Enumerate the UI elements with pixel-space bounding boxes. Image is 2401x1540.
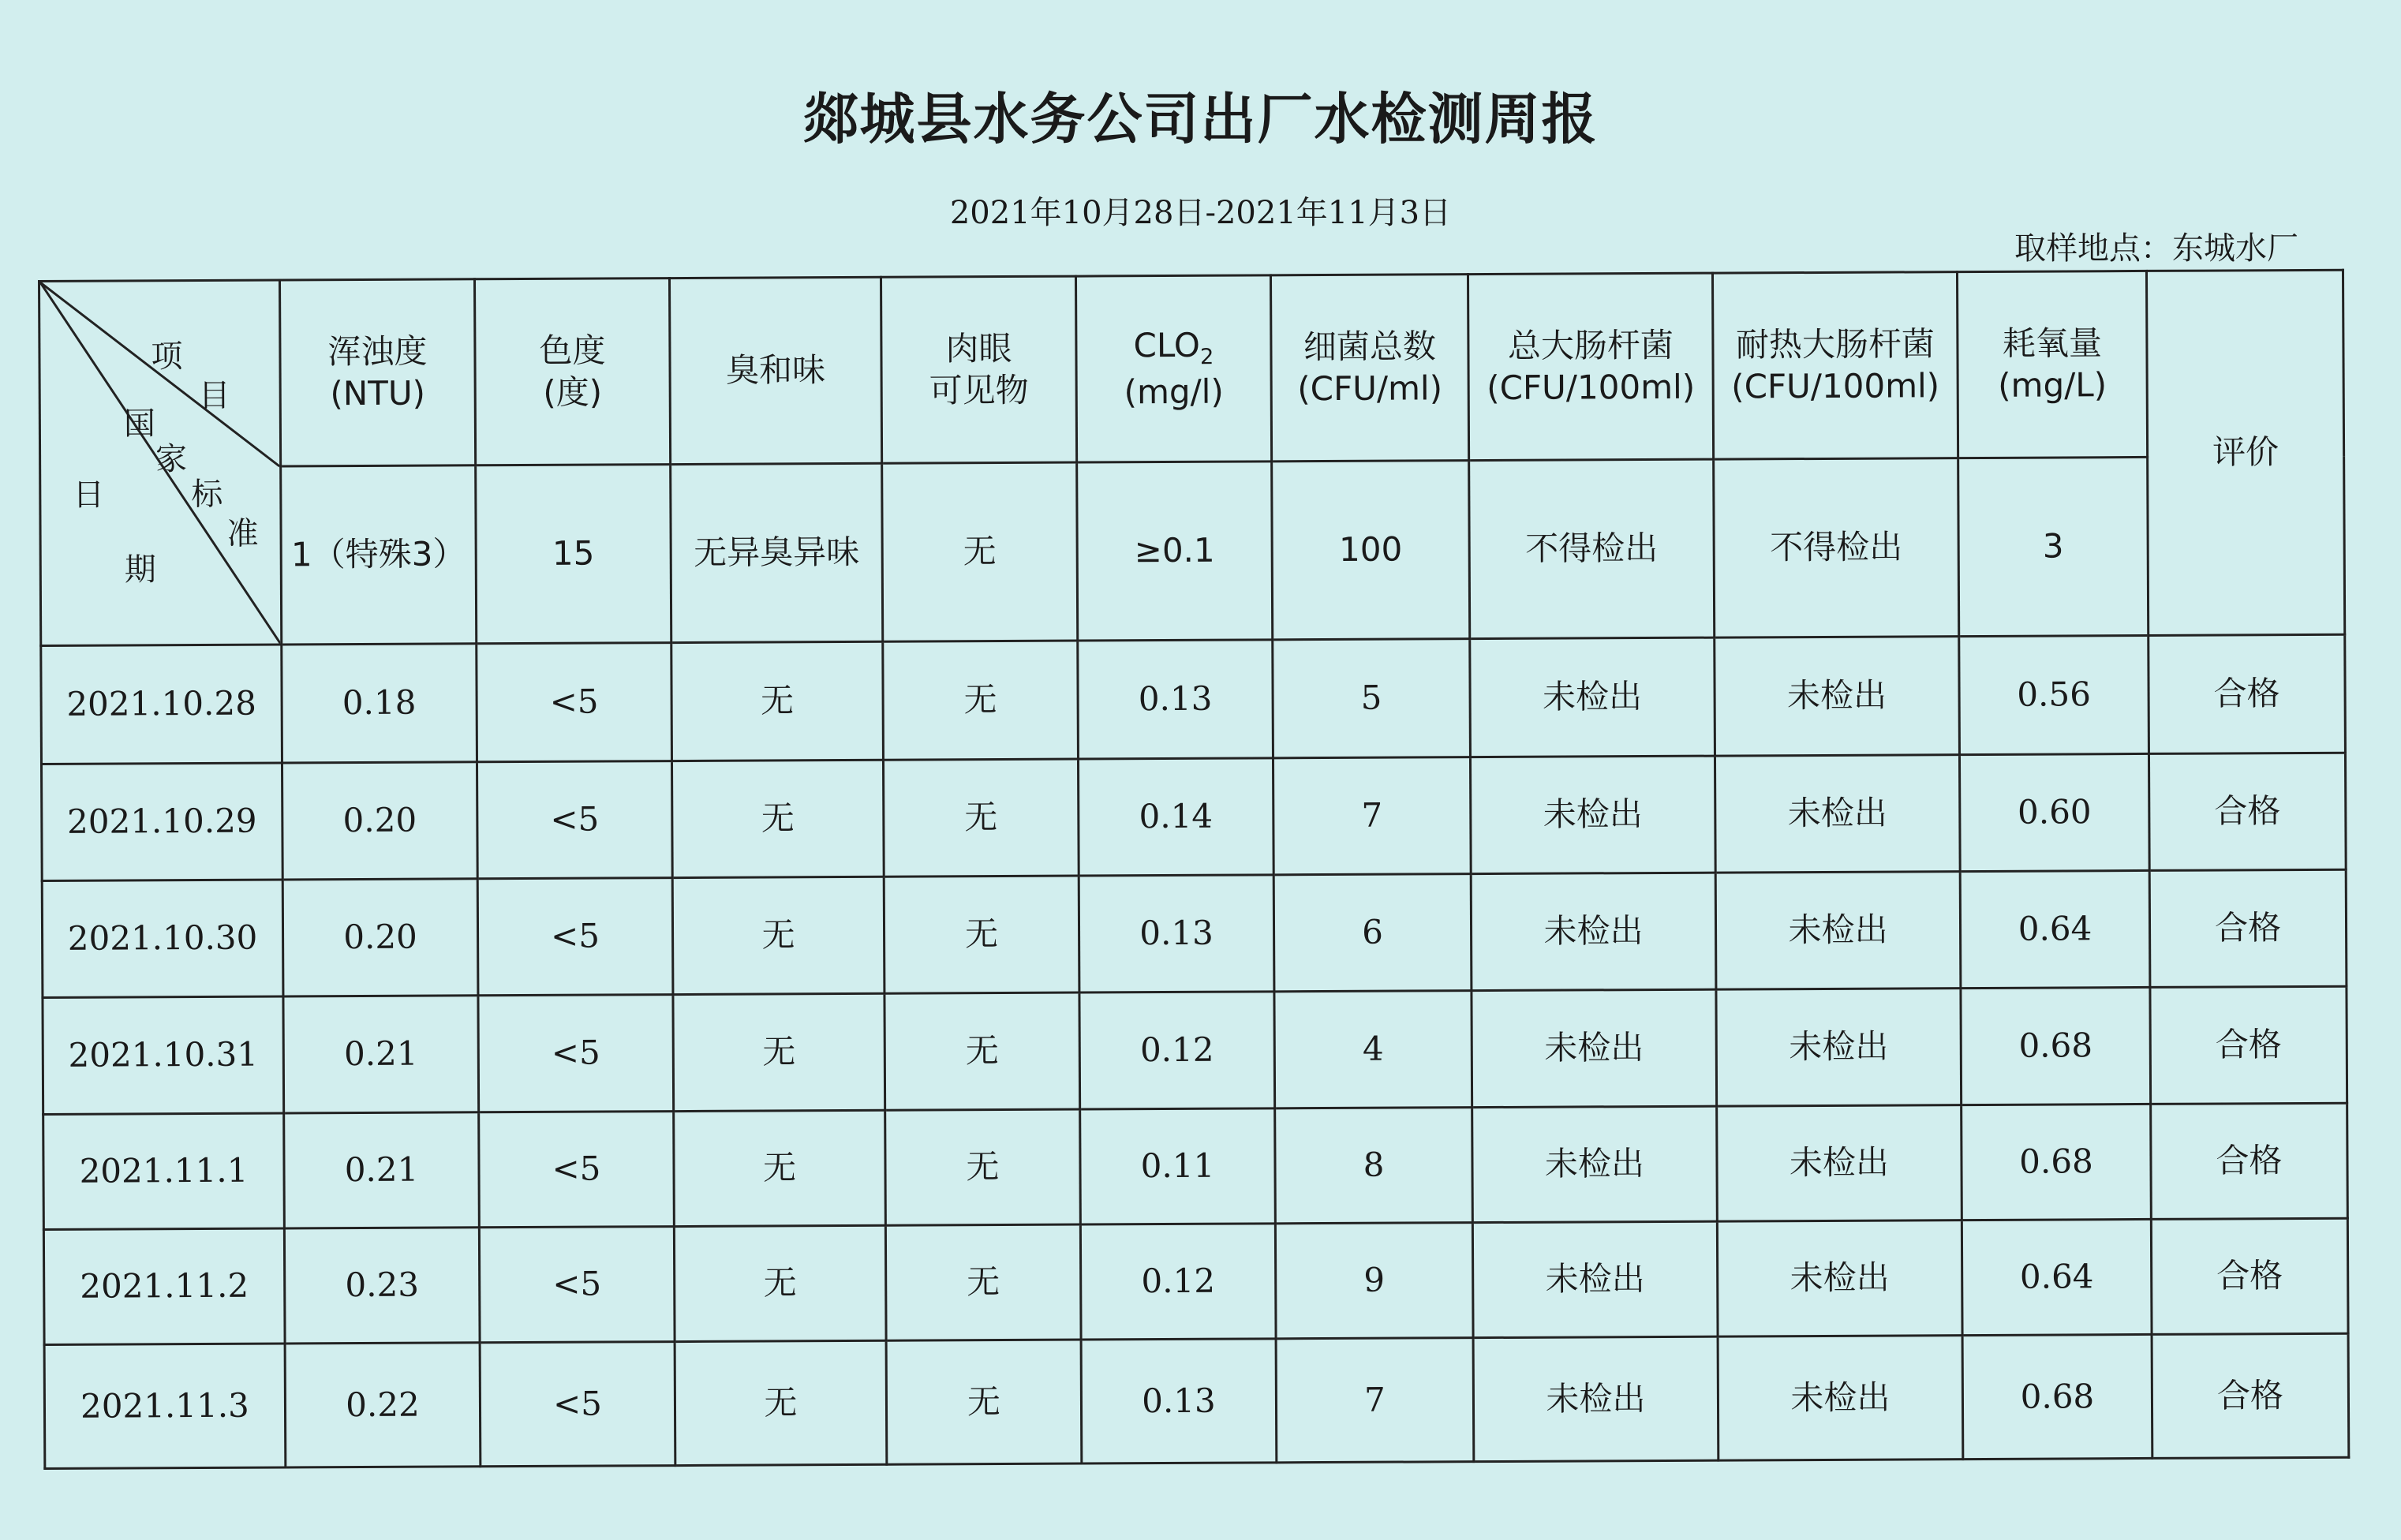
standard-visible-matter: 无 [882,462,1078,641]
cell-odor: 无 [671,760,884,877]
cell-evaluation: 合格 [2150,986,2347,1104]
cell-color: <5 [479,1227,675,1343]
cell-coliform: 未检出 [1472,989,1717,1108]
table-row [41,634,2346,764]
corner-date-char: 日 [73,477,105,514]
cell-bacteria: 7 [1276,1338,1474,1463]
cell-odor: 无 [672,877,884,994]
corner-standard-char: 准 [226,515,259,552]
cell-bacteria: 7 [1273,757,1471,875]
header-visible-matter: 肉眼 可见物 [881,276,1076,463]
cell-evaluation: 合格 [2152,1333,2349,1458]
cell-thermo-coliform: 未检出 [1718,1336,1963,1461]
cell-date: 2021.10.28 [41,645,282,764]
table-row [44,1333,2349,1468]
header-color: 色度 (度) [475,278,671,465]
cell-turbidity: 0.18 [282,644,477,763]
cell-oxygen: 0.64 [1960,870,2150,988]
cell-evaluation: 合格 [2149,753,2346,870]
cell-coliform: 未检出 [1470,637,1715,757]
cell-evaluation: 合格 [2151,1218,2348,1334]
cell-odor: 无 [674,1225,886,1341]
cell-clo2: 0.13 [1078,640,1273,759]
cell-visible-matter: 无 [884,992,1080,1110]
cell-evaluation: 合格 [2151,1103,2348,1219]
cell-bacteria: 6 [1273,874,1472,992]
cell-visible-matter: 无 [883,641,1079,760]
cell-date: 2021.10.30 [42,880,283,997]
cell-oxygen: 0.64 [1962,1219,2152,1335]
cell-turbidity: 0.22 [285,1343,481,1467]
cell-visible-matter: 无 [884,876,1079,993]
table-row [42,869,2347,997]
cell-visible-matter: 无 [885,1109,1081,1225]
cell-bacteria: 9 [1275,1223,1473,1339]
standard-oxygen: 3 [1958,457,2149,636]
cell-visible-matter: 无 [886,1340,1082,1464]
cell-coliform: 未检出 [1471,873,1716,991]
cell-thermo-coliform: 未检出 [1716,989,1962,1107]
cell-turbidity: 0.21 [284,1112,480,1228]
cell-coliform: 未检出 [1472,1221,1718,1338]
cell-visible-matter: 无 [883,759,1079,877]
cell-thermo-coliform: 未检出 [1715,755,1960,873]
cell-visible-matter: 无 [885,1224,1081,1340]
standard-turbidity: 1（特殊3） [281,465,477,645]
cell-coliform: 未检出 [1473,1336,1718,1462]
standard-clo2: ≥0.1 [1077,462,1273,641]
cell-color: <5 [480,1342,675,1467]
cell-turbidity: 0.20 [282,762,477,880]
table-row [41,753,2346,880]
cell-turbidity: 0.20 [282,879,478,996]
cell-turbidity: 0.23 [284,1228,480,1344]
header-oxygen: 耗氧量 (mg/L) [1957,271,2147,458]
cell-date: 2021.11.3 [44,1344,286,1468]
corner-item-char: 项 [151,338,183,376]
report-title: 郯城县水务公司出厂水检测周报 [802,87,1599,151]
cell-date: 2021.10.31 [43,996,284,1114]
cell-color: <5 [477,878,673,996]
corner-standard-char: 国 [123,406,156,443]
cell-color: <5 [478,995,674,1112]
cell-clo2: 0.13 [1079,875,1274,992]
cell-coliform: 未检出 [1470,756,1715,874]
table-row [43,1103,2348,1229]
cell-oxygen: 0.56 [1959,635,2149,754]
cell-color: <5 [479,1112,675,1228]
cell-bacteria: 4 [1274,991,1472,1108]
header-clo2: $CLO_2$ (mg/l) [1075,275,1271,462]
sampling-location: 取样地点：东城水厂 [2014,230,2298,267]
cell-odor: 无 [674,1110,886,1226]
standard-odor: 无异臭异味 [671,463,883,642]
cell-coliform: 未检出 [1472,1106,1718,1223]
cell-oxygen: 0.68 [1962,1104,2152,1220]
corner-header-cell [39,280,282,645]
cell-thermo-coliform: 未检出 [1717,1220,1962,1337]
cell-oxygen: 0.68 [1961,987,2151,1105]
cell-color: <5 [477,643,672,762]
cell-clo2: 0.13 [1081,1339,1277,1463]
standard-coliform: 不得检出 [1469,459,1715,639]
cell-clo2: 0.14 [1078,758,1273,876]
cell-clo2: 0.11 [1080,1108,1276,1224]
cell-turbidity: 0.21 [283,996,479,1113]
header-row [39,270,2344,467]
cell-evaluation: 合格 [2149,869,2347,987]
water-quality-table [38,269,2350,1470]
corner-item-char: 目 [198,377,230,415]
cell-thermo-coliform: 未检出 [1715,872,1961,990]
corner-date-char: 期 [124,551,156,589]
cell-clo2: 0.12 [1079,992,1275,1109]
cell-oxygen: 0.60 [1959,753,2149,871]
cell-thermo-coliform: 未检出 [1715,637,1960,757]
standard-bacteria: 100 [1272,461,1470,640]
cell-oxygen: 0.68 [1962,1334,2152,1459]
cell-bacteria: 8 [1275,1108,1473,1224]
cell-bacteria: 5 [1273,639,1471,758]
header-coliform: 总大肠杆菌 (CFU/100ml) [1468,273,1713,461]
header-thermo-coliform: 耐热大肠杆菌 (CFU/100ml) [1712,272,1958,460]
header-turbidity: 浑浊度 (NTU) [280,279,476,466]
header-evaluation: 评价 [2146,270,2344,635]
header-bacteria: 细菌总数 (CFU/ml) [1270,275,1468,462]
table-row [43,986,2347,1114]
cell-date: 2021.11.1 [43,1113,285,1229]
cell-odor: 无 [671,641,884,761]
cell-thermo-coliform: 未检出 [1717,1105,1962,1222]
standard-row [40,456,2345,645]
cell-date: 2021.10.29 [41,763,282,880]
corner-standard-char: 标 [191,476,223,514]
header-odor: 臭和味 [669,277,881,464]
cell-color: <5 [477,761,672,879]
corner-standard-char: 家 [155,441,188,478]
cell-clo2: 0.12 [1080,1224,1276,1340]
report-date-range: 2021年10月28日-2021年11月3日 [949,195,1452,231]
standard-color: 15 [476,465,671,644]
table-row [43,1218,2348,1344]
standard-thermo-coliform: 不得检出 [1714,458,1959,638]
cell-odor: 无 [675,1340,887,1465]
cell-date: 2021.11.2 [43,1228,285,1344]
cell-evaluation: 合格 [2149,634,2346,753]
cell-odor: 无 [673,993,885,1111]
